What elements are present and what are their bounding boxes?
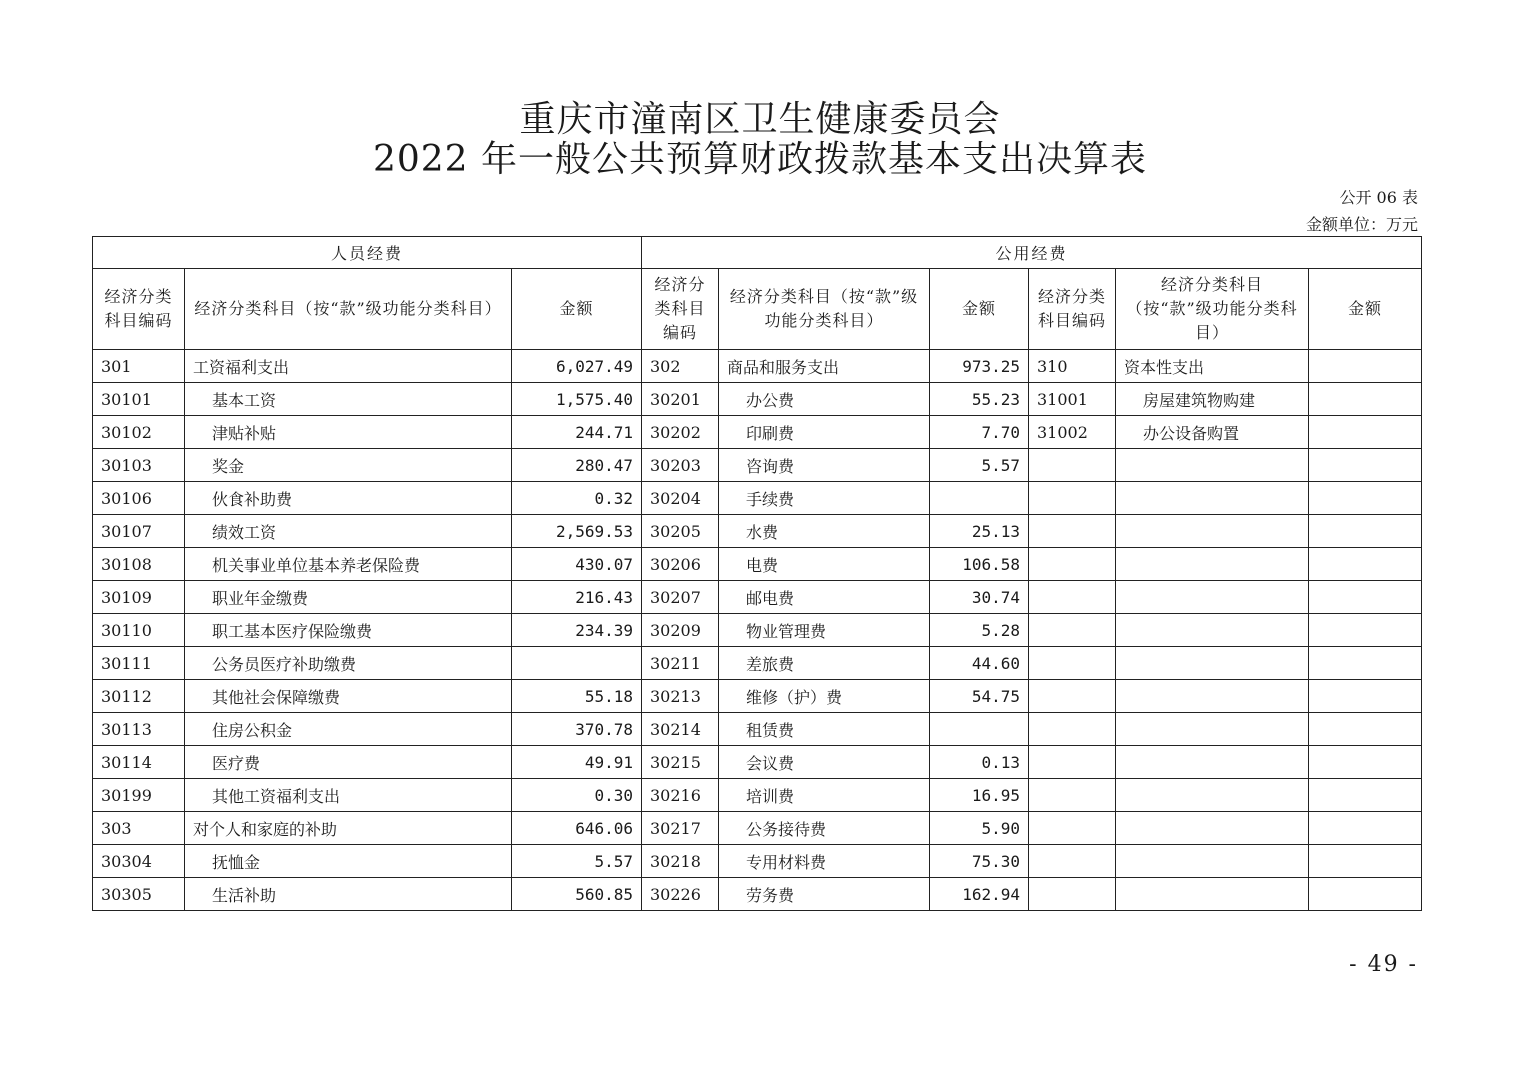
cell-public-name: 专用材料费: [719, 845, 930, 878]
cell-capital-code: [1029, 680, 1116, 713]
table-row: [93, 416, 1422, 449]
cell-public-code: 30203: [642, 449, 719, 482]
cell-personnel-name: 伙食补助费: [185, 482, 512, 515]
cell-personnel-name: 职业年金缴费: [185, 581, 512, 614]
cell-public-name: 邮电费: [719, 581, 930, 614]
cell-public-code: 30207: [642, 581, 719, 614]
cell-public-code: 30226: [642, 878, 719, 911]
cell-capital-name: [1116, 548, 1309, 581]
cell-capital-amount: [1309, 746, 1422, 779]
cell-capital-code: [1029, 878, 1116, 911]
cell-capital-code: [1029, 713, 1116, 746]
cell-capital-code: [1029, 548, 1116, 581]
cell-public-code: 30204: [642, 482, 719, 515]
cell-public-amount: 75.30: [930, 845, 1029, 878]
table-row: [93, 878, 1422, 911]
cell-public-amount: 973.25: [930, 350, 1029, 383]
cell-public-amount: 5.57: [930, 449, 1029, 482]
cell-capital-code: [1029, 614, 1116, 647]
header-public-code: 经济分类科目编码: [642, 269, 719, 350]
cell-personnel-code: 30305: [93, 878, 185, 911]
header-public-amount: 金额: [930, 269, 1029, 350]
table-row: [93, 746, 1422, 779]
cell-personnel-code: 30113: [93, 713, 185, 746]
expenditure-table: [92, 236, 1422, 911]
cell-public-amount: 5.28: [930, 614, 1029, 647]
cell-public-code: 30213: [642, 680, 719, 713]
header-capital-name: 经济分类科目（按“款”级功能分类科目）: [1116, 269, 1309, 350]
cell-personnel-code: 30304: [93, 845, 185, 878]
cell-capital-name: [1116, 812, 1309, 845]
cell-capital-code: [1029, 449, 1116, 482]
cell-capital-code: [1029, 482, 1116, 515]
cell-personnel-code: 30101: [93, 383, 185, 416]
cell-public-amount: [930, 482, 1029, 515]
cell-capital-code: [1029, 581, 1116, 614]
cell-public-amount: 25.13: [930, 515, 1029, 548]
cell-public-name: 劳务费: [719, 878, 930, 911]
cell-public-code: 30205: [642, 515, 719, 548]
table-row: [93, 680, 1422, 713]
cell-personnel-code: 30114: [93, 746, 185, 779]
cell-capital-code: [1029, 845, 1116, 878]
cell-personnel-name: 基本工资: [185, 383, 512, 416]
cell-public-amount: 0.13: [930, 746, 1029, 779]
cell-capital-code: 310: [1029, 350, 1116, 383]
cell-personnel-amount: 6,027.49: [512, 350, 642, 383]
table-row: [93, 812, 1422, 845]
cell-capital-amount: [1309, 581, 1422, 614]
cell-public-code: 30215: [642, 746, 719, 779]
cell-capital-amount: [1309, 713, 1422, 746]
table-row: [93, 581, 1422, 614]
cell-personnel-amount: 216.43: [512, 581, 642, 614]
cell-personnel-name: 对个人和家庭的补助: [185, 812, 512, 845]
cell-capital-code: [1029, 647, 1116, 680]
table-row: [93, 449, 1422, 482]
cell-public-name: 水费: [719, 515, 930, 548]
cell-capital-name: [1116, 845, 1309, 878]
header-personnel-name: 经济分类科目（按“款”级功能分类科目）: [185, 269, 512, 350]
cell-public-name: 差旅费: [719, 647, 930, 680]
cell-capital-amount: [1309, 449, 1422, 482]
cell-public-name: 办公费: [719, 383, 930, 416]
cell-personnel-name: 生活补助: [185, 878, 512, 911]
cell-public-name: 公务接待费: [719, 812, 930, 845]
cell-personnel-code: 30110: [93, 614, 185, 647]
cell-public-amount: 30.74: [930, 581, 1029, 614]
cell-personnel-name: 住房公积金: [185, 713, 512, 746]
cell-public-amount: 5.90: [930, 812, 1029, 845]
cell-capital-amount: [1309, 680, 1422, 713]
cell-personnel-code: 30112: [93, 680, 185, 713]
cell-capital-amount: [1309, 647, 1422, 680]
cell-public-code: 30218: [642, 845, 719, 878]
cell-capital-amount: [1309, 383, 1422, 416]
header-personnel-code: 经济分类科目编码: [93, 269, 185, 350]
cell-personnel-name: 机关事业单位基本养老保险费: [185, 548, 512, 581]
cell-capital-code: [1029, 746, 1116, 779]
document-title-line-2: 2022 年一般公共预算财政拨款基本支出决算表: [372, 139, 1148, 180]
table-row: [93, 548, 1422, 581]
cell-public-name: 培训费: [719, 779, 930, 812]
cell-public-code: 30214: [642, 713, 719, 746]
document-title-line-1: 重庆市潼南区卫生健康委员会: [519, 99, 1001, 140]
cell-personnel-name: 津贴补贴: [185, 416, 512, 449]
cell-personnel-code: 30102: [93, 416, 185, 449]
table-row: [93, 779, 1422, 812]
form-number: 公开 06 表: [1339, 188, 1418, 207]
table-row: [93, 647, 1422, 680]
cell-capital-name: [1116, 713, 1309, 746]
cell-personnel-amount: 1,575.40: [512, 383, 642, 416]
amount-unit: 金额单位：万元: [1305, 215, 1418, 234]
cell-public-code: 30217: [642, 812, 719, 845]
cell-personnel-amount: [512, 647, 642, 680]
cell-capital-name: [1116, 647, 1309, 680]
cell-personnel-amount: 2,569.53: [512, 515, 642, 548]
cell-public-amount: 44.60: [930, 647, 1029, 680]
cell-public-code: 30211: [642, 647, 719, 680]
cell-personnel-amount: 55.18: [512, 680, 642, 713]
cell-capital-name: 办公设备购置: [1116, 416, 1309, 449]
cell-public-code: 30201: [642, 383, 719, 416]
cell-capital-name: [1116, 581, 1309, 614]
cell-personnel-amount: 234.39: [512, 614, 642, 647]
cell-personnel-amount: 244.71: [512, 416, 642, 449]
cell-public-code: 30216: [642, 779, 719, 812]
cell-public-amount: 16.95: [930, 779, 1029, 812]
cell-personnel-code: 303: [93, 812, 185, 845]
cell-capital-amount: [1309, 614, 1422, 647]
cell-capital-name: [1116, 614, 1309, 647]
cell-personnel-name: 职工基本医疗保险缴费: [185, 614, 512, 647]
cell-public-name: 咨询费: [719, 449, 930, 482]
cell-capital-name: [1116, 746, 1309, 779]
cell-public-code: 30206: [642, 548, 719, 581]
cell-personnel-amount: 370.78: [512, 713, 642, 746]
cell-capital-amount: [1309, 878, 1422, 911]
cell-public-amount: 106.58: [930, 548, 1029, 581]
cell-public-code: 302: [642, 350, 719, 383]
cell-personnel-name: 公务员医疗补助缴费: [185, 647, 512, 680]
cell-capital-amount: [1309, 548, 1422, 581]
table-row: [93, 350, 1422, 383]
cell-public-name: 维修（护）费: [719, 680, 930, 713]
cell-public-amount: [930, 713, 1029, 746]
cell-personnel-name: 其他社会保障缴费: [185, 680, 512, 713]
cell-capital-code: [1029, 515, 1116, 548]
table-row: [93, 845, 1422, 878]
header-personnel-amount: 金额: [512, 269, 642, 350]
cell-public-amount: 162.94: [930, 878, 1029, 911]
cell-capital-code: 31002: [1029, 416, 1116, 449]
cell-capital-amount: [1309, 515, 1422, 548]
cell-personnel-code: 30199: [93, 779, 185, 812]
column-header-row: [93, 269, 1422, 350]
cell-personnel-name: 医疗费: [185, 746, 512, 779]
cell-personnel-code: 30103: [93, 449, 185, 482]
table-row: [93, 614, 1422, 647]
table-row: [93, 713, 1422, 746]
cell-capital-code: [1029, 812, 1116, 845]
cell-personnel-code: 30106: [93, 482, 185, 515]
cell-public-name: 手续费: [719, 482, 930, 515]
cell-public-name: 印刷费: [719, 416, 930, 449]
cell-personnel-code: 30109: [93, 581, 185, 614]
cell-capital-name: 资本性支出: [1116, 350, 1309, 383]
cell-public-name: 会议费: [719, 746, 930, 779]
section-personnel: 人员经费: [93, 237, 642, 269]
cell-capital-name: [1116, 779, 1309, 812]
cell-capital-amount: [1309, 779, 1422, 812]
cell-capital-name: 房屋建筑物购建: [1116, 383, 1309, 416]
cell-personnel-name: 绩效工资: [185, 515, 512, 548]
cell-capital-amount: [1309, 350, 1422, 383]
cell-capital-amount: [1309, 482, 1422, 515]
cell-capital-code: 31001: [1029, 383, 1116, 416]
cell-capital-code: [1029, 779, 1116, 812]
section-public: 公用经费: [642, 237, 1422, 269]
cell-personnel-code: 30108: [93, 548, 185, 581]
cell-personnel-name: 工资福利支出: [185, 350, 512, 383]
cell-personnel-name: 抚恤金: [185, 845, 512, 878]
cell-personnel-amount: 0.32: [512, 482, 642, 515]
cell-capital-name: [1116, 878, 1309, 911]
cell-personnel-amount: 5.57: [512, 845, 642, 878]
table-row: [93, 482, 1422, 515]
cell-public-code: 30209: [642, 614, 719, 647]
header-capital-code: 经济分类科目编码: [1029, 269, 1116, 350]
cell-personnel-code: 301: [93, 350, 185, 383]
cell-personnel-name: 其他工资福利支出: [185, 779, 512, 812]
cell-public-amount: 55.23: [930, 383, 1029, 416]
cell-capital-name: [1116, 680, 1309, 713]
cell-personnel-code: 30111: [93, 647, 185, 680]
section-header-row: [93, 237, 1422, 269]
cell-personnel-name: 奖金: [185, 449, 512, 482]
cell-personnel-amount: 280.47: [512, 449, 642, 482]
cell-personnel-amount: 560.85: [512, 878, 642, 911]
cell-public-name: 租赁费: [719, 713, 930, 746]
cell-public-name: 物业管理费: [719, 614, 930, 647]
cell-capital-name: [1116, 515, 1309, 548]
cell-capital-amount: [1309, 812, 1422, 845]
cell-public-amount: 54.75: [930, 680, 1029, 713]
cell-personnel-amount: 646.06: [512, 812, 642, 845]
cell-public-code: 30202: [642, 416, 719, 449]
cell-personnel-code: 30107: [93, 515, 185, 548]
cell-capital-amount: [1309, 416, 1422, 449]
cell-public-name: 电费: [719, 548, 930, 581]
cell-capital-name: [1116, 449, 1309, 482]
header-capital-amount: 金额: [1309, 269, 1422, 350]
cell-capital-name: [1116, 482, 1309, 515]
cell-public-amount: 7.70: [930, 416, 1029, 449]
table-row: [93, 515, 1422, 548]
cell-public-name: 商品和服务支出: [719, 350, 930, 383]
table-row: [93, 383, 1422, 416]
cell-personnel-amount: 49.91: [512, 746, 642, 779]
page-number: - 49 -: [1349, 952, 1418, 977]
cell-personnel-amount: 0.30: [512, 779, 642, 812]
cell-personnel-amount: 430.07: [512, 548, 642, 581]
header-public-name: 经济分类科目（按“款”级功能分类科目）: [719, 269, 930, 350]
cell-capital-amount: [1309, 845, 1422, 878]
